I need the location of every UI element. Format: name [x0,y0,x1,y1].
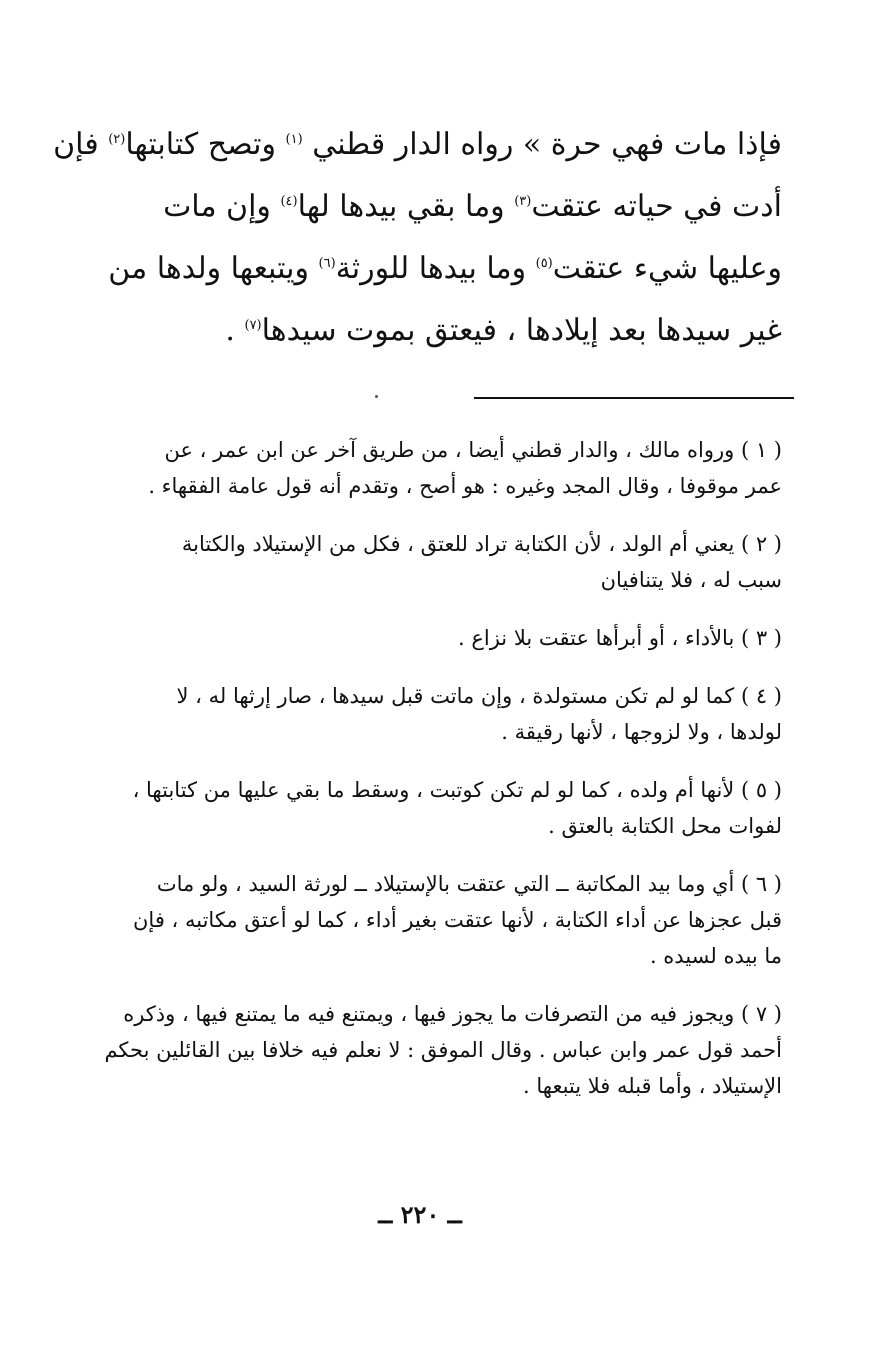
footnote-ref[interactable]: (٣) [514,194,532,209]
footnote-line: ( ٧ ) ويجوز فيه من التصرفات ما يجوز فيها ، ويمتنع فيه ما يمتنع فيها ، وذكره [123,1002,782,1026]
footnote-line: ( ٢ ) يعني أم الولد ، لأن الكتابة تراد للعتق ، فكل من الإستيلاد والكتابة [181,532,782,556]
main-line-3-start: وعليها شيء عتقت [552,251,782,286]
footnote-6 [64,866,782,974]
main-line-2-end: وإن مات [163,189,271,224]
footnote-line: ( ١ ) ورواه مالك ، والدار قطني أيضا ، من طريق آخر عن ابن عمر ، عن [164,438,782,462]
footnote-line: ( ٦ ) أي وما بيد المكاتبة ــ التي عتقت بالإستيلاد ــ لورثة السيد ، ولو مات [156,872,782,896]
main-line-2-start: أدت في حياته عتقت [531,189,782,224]
footnote-line: لولدها ، ولا لزوجها ، لأنها رقيقة . [501,720,782,744]
footnote-ref[interactable]: (٦) [318,256,336,271]
footnote-line: ( ٥ ) لأنها أم ولده ، كما لو لم تكن كوتبت ، وسقط ما بقي عليها من كتابتها ، [132,778,782,802]
footnote-ref[interactable]: (٥) [535,256,553,271]
footnote-line: قبل عجزها عن أداء الكتابة ، لأنها عتقت بغير أداء ، كما لو أعتق مكاتبه ، فإن [133,908,782,932]
footnote-divider [474,397,794,399]
main-line-4-start: غير سيدها بعد إيلادها ، فيعتق بموت سيدها [261,313,782,348]
ink-speck [375,395,378,398]
footnote-line: الإستيلاد ، وأما قبله فلا يتبعها . [523,1074,782,1098]
main-line-1-mid: وتصح كتابتها [125,127,276,162]
footnote-ref[interactable]: (٧) [244,318,262,333]
footnote-2 [64,526,782,598]
footnote-ref[interactable]: (١) [285,132,303,147]
main-line-1-start: فإذا مات فهي حرة » رواه الدار قطني [312,127,782,162]
footnote-line: ( ٣ ) بالأداء ، أو أبرأها عتقت بلا نزاع . [458,626,782,650]
page-number: ــ ٢٢٠ ــ [378,1200,462,1229]
footnote-line: ( ٤ ) كما لو لم تكن مستولدة ، وإن ماتت قبل سيدها ، صار إرثها له ، لا [176,684,782,708]
footnote-line: لفوات محل الكتابة بالعتق . [548,814,782,838]
main-line-2-mid: وما بقي بيدها لها [297,189,505,224]
footnote-line: ما بيده لسيده . [649,944,782,968]
main-line-3-end: ويتبعها ولدها من [108,251,309,286]
main-text-line [53,114,782,176]
footnote-7 [64,996,782,1104]
main-text-line [80,300,782,362]
main-line-1-end: فإن [53,127,99,162]
footnote-4 [64,678,782,750]
footnote-line: أحمد قول عمر وابن عباس . وقال الموفق : لا نعلم فيه خلافا بين القائلين بحكم [104,1038,782,1062]
main-text-line [80,238,782,300]
main-line-3-mid: وما بيدها للورثة [335,251,527,286]
footnote-5 [64,772,782,844]
main-text-line [80,176,782,238]
footnote-3 [64,620,782,656]
footnote-line: سبب له ، فلا يتنافيان [600,568,782,592]
footnote-ref[interactable]: (٤) [280,194,298,209]
footnote-ref[interactable]: (٢) [108,132,126,147]
footnote-1 [64,432,782,504]
main-line-4-end: . [225,313,235,348]
footnotes-section [64,432,782,1126]
main-text-block [53,114,782,362]
footnote-line: عمر موقوفا ، وقال المجد وغيره : هو أصح ، وتقدم أنه قول عامة الفقهاء . [148,474,782,498]
